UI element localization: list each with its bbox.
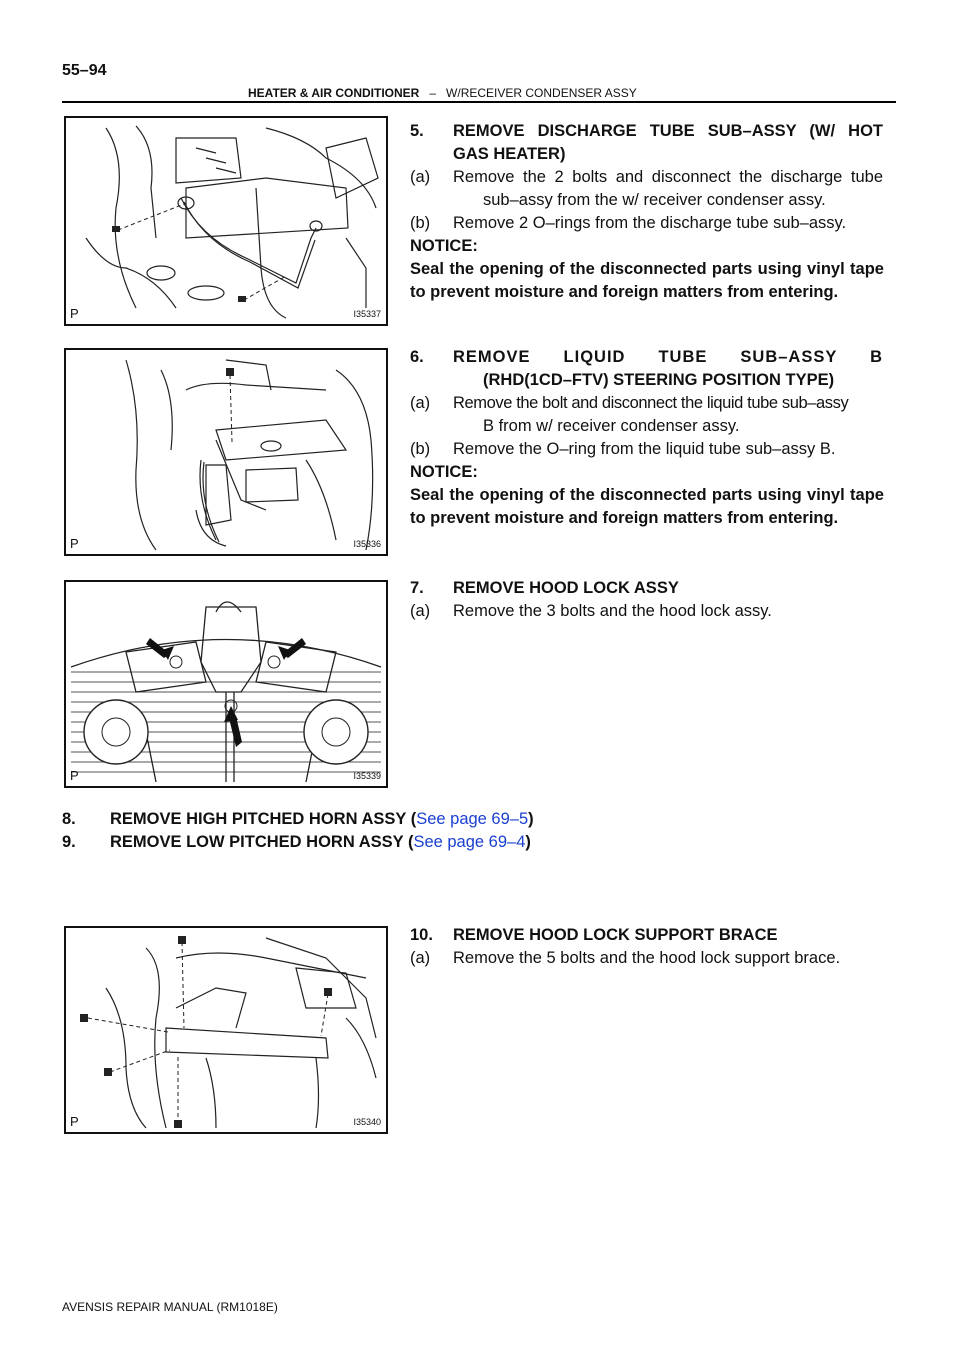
illustration-hood-lock xyxy=(66,582,386,786)
step-5a-line1: Remove the 2 bolts and disconnect the discharge tube xyxy=(453,168,883,186)
step-5-title-line2: GAS HEATER) xyxy=(453,145,566,163)
step-9-page-link[interactable]: See page 69–4 xyxy=(413,833,526,851)
step-9-close: ) xyxy=(525,833,531,851)
figure-code: I35336 xyxy=(353,539,381,549)
step-6-number: 6. xyxy=(410,348,424,366)
step-8-text: REMOVE HIGH PITCHED HORN ASSY ( xyxy=(110,810,417,828)
step-7a-label: (a) xyxy=(410,602,431,620)
step-9-number: 9. xyxy=(62,833,76,851)
subsection-title: W/RECEIVER CONDENSER ASSY xyxy=(446,86,637,100)
step-7-number: 7. xyxy=(410,579,424,597)
step-10a-line1: Remove the 5 bolts and the hood lock support brace. xyxy=(453,949,841,967)
section-title: HEATER & AIR CONDITIONER xyxy=(248,86,420,100)
step-9-text: REMOVE LOW PITCHED HORN ASSY ( xyxy=(110,833,414,851)
figure-code: I35337 xyxy=(353,309,381,319)
illustration-support-brace xyxy=(66,928,386,1132)
running-header xyxy=(248,86,637,100)
step-6a-line2: B from w/ receiver condenser assy. xyxy=(483,417,740,435)
step-8-number: 8. xyxy=(62,810,76,828)
figure-hood-lock xyxy=(64,580,388,788)
figure-label-p: P xyxy=(70,768,79,783)
step-6a-label: (a) xyxy=(410,394,431,412)
step-6-notice-line2: to prevent moisture and foreign matters from entering. xyxy=(410,509,839,527)
figure-liquid-tube xyxy=(64,348,388,556)
step-8-page-link[interactable]: See page 69–5 xyxy=(416,810,529,828)
figure-label-p: P xyxy=(70,1114,79,1129)
step-6b-line1: Remove the O–ring from the liquid tube sub–assy B. xyxy=(453,440,836,458)
step-5-number: 5. xyxy=(410,122,424,140)
step-9-line xyxy=(110,831,531,854)
step-10-number: 10. xyxy=(410,926,433,944)
step-6-title-line2: (RHD(1CD–FTV) STEERING POSITION TYPE) xyxy=(483,371,835,389)
step-6-notice-line1: Seal the opening of the disconnected parts using vinyl tape xyxy=(410,486,884,504)
step-5-title-line1: REMOVE DISCHARGE TUBE SUB–ASSY (W/ HOT xyxy=(453,122,883,140)
step-10a-label: (a) xyxy=(410,949,431,967)
step-6-notice-heading: NOTICE: xyxy=(410,463,478,481)
step-10-title: REMOVE HOOD LOCK SUPPORT BRACE xyxy=(453,926,778,944)
header-rule xyxy=(62,101,896,103)
step-5-notice-line2: to prevent moisture and foreign matters from entering. xyxy=(410,283,839,301)
step-5a-label: (a) xyxy=(410,168,431,186)
step-5b-label: (b) xyxy=(410,214,431,232)
step-7-title: REMOVE HOOD LOCK ASSY xyxy=(453,579,679,597)
figure-code: I35340 xyxy=(353,1117,381,1127)
step-7a-line1: Remove the 3 bolts and the hood lock assy. xyxy=(453,602,772,620)
step-5-notice-heading: NOTICE: xyxy=(410,237,478,255)
footer-manual-id: AVENSIS REPAIR MANUAL (RM1018E) xyxy=(62,1300,278,1314)
figure-support-brace xyxy=(64,926,388,1134)
step-8-close: ) xyxy=(528,810,534,828)
figure-label-p: P xyxy=(70,536,79,551)
illustration-discharge-tube xyxy=(66,118,386,324)
step-5-notice-line1: Seal the opening of the disconnected parts using vinyl tape xyxy=(410,260,884,278)
step-6b-label: (b) xyxy=(410,440,431,458)
header-separator: – xyxy=(429,86,437,100)
figure-discharge-tube xyxy=(64,116,388,326)
step-6-title-line1: REMOVE LIQUID TUBE SUB–ASSY B xyxy=(453,348,883,366)
figure-code: I35339 xyxy=(353,771,381,781)
step-8-line xyxy=(110,808,534,831)
figure-label-p: P xyxy=(70,306,79,321)
step-5b-line1: Remove 2 O–rings from the discharge tube sub–assy. xyxy=(453,214,847,232)
step-5a-line2: sub–assy from the w/ receiver condenser assy. xyxy=(483,191,826,209)
page-number: 55–94 xyxy=(62,62,107,79)
step-6a-line1: Remove the bolt and disconnect the liquid tube sub–assy xyxy=(453,394,849,412)
illustration-liquid-tube xyxy=(66,350,386,554)
